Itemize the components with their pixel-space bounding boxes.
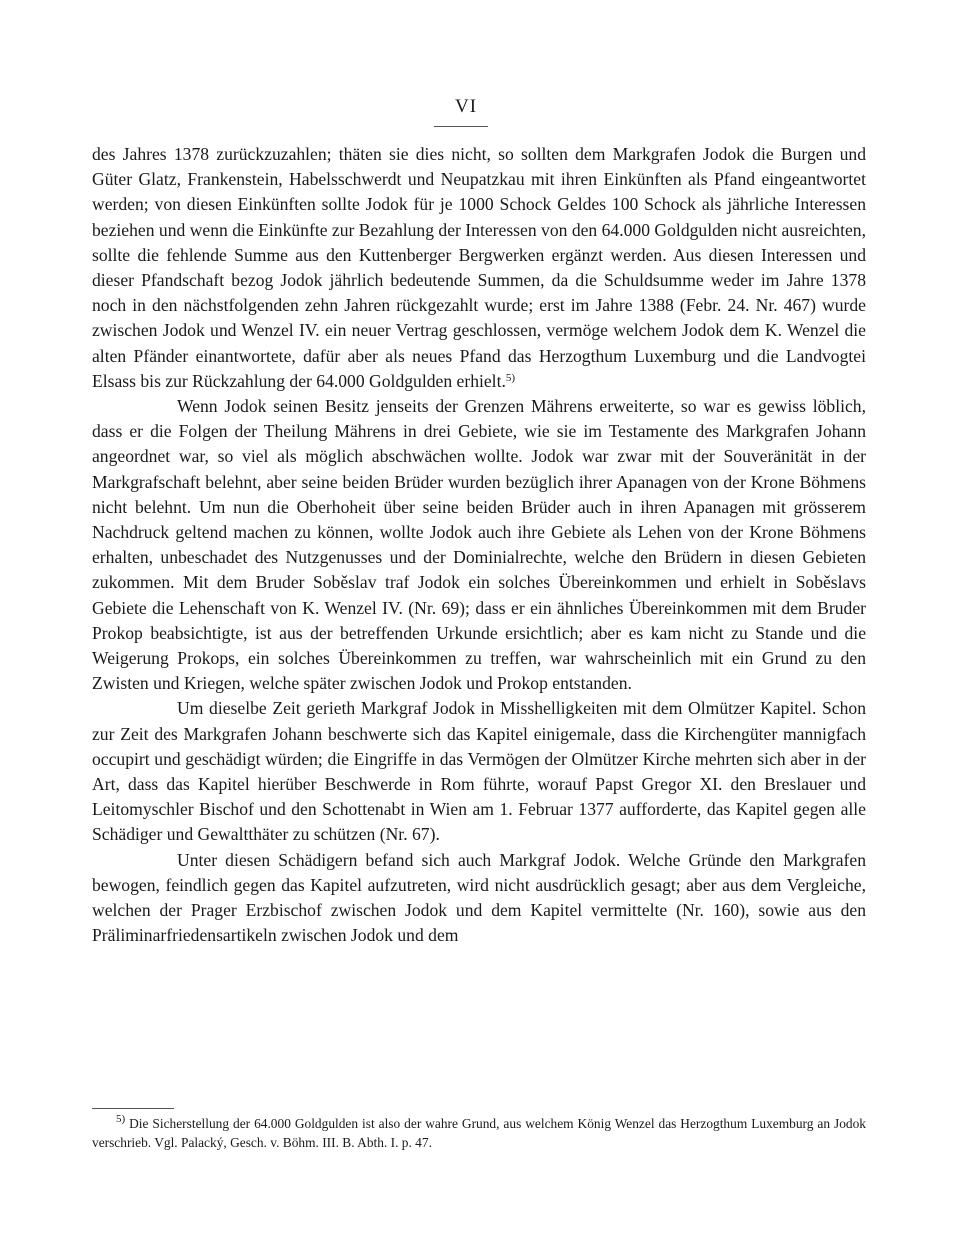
paragraph-4: Unter diesen Schädigern befand sich auch Markgraf Jodok. Welche Gründe den Markgrafen bewogen, feindlich gegen das Kapitel aufzutreten, wird nicht ausdrücklich gesagt; aber aus dem Vergleiche, welchen der Prager Erzbischof zwischen Jodok und dem Kapitel vermittelte (Nr. 160), sowie aus den Präliminarfriedensartikeln zwischen Jodok und dem <box>92 849 866 946</box>
footnote-reference: 5) <box>505 371 516 384</box>
page-number: VI <box>454 96 478 117</box>
page-number-rule <box>434 126 488 127</box>
footnote-marker: 5) <box>116 1113 126 1125</box>
paragraph-2: Wenn Jodok seinen Besitz jenseits der Grenzen Mährens erweiterte, so war es gewiss löblich, dass er die Folgen der Theilung Mährens in drei Gebiete, wie sie im Testamente des Markgrafen Johann angeordnet war, so viel als möglich abschwächen wollte. Jodok war zwar mit der Souveränität in der Markgrafschaft belehnt, aber seine beiden Brüder wurden bezüglich ihrer Apanagen von der Krone Böhmens nicht belehnt. Um nun die Oberhoheit über seine beiden Brüder auch in ihren Apanagen mit grösserem Nachdruck geltend machen zu können, wollte Jodok auch ihre Gebiete als Lehen von der Krone Böhmens erhalten, unbeschadet des Nutzgenusses und der Dominialrechte, welche den Brüdern in diesen Gebieten zukommen. Mit dem Bruder Soběslav traf Jodok ein solches Übereinkommen und erhielt in Soběslavs Gebiete die Lehenschaft von K. Wenzel IV. (Nr. 69); dass er ein ähnliches Übereinkommen mit dem Bruder Prokop beabsichtigte, ist aus der betreffenden Urkunde ersichtlich; aber es kam nicht zu Stande und die Weigerung Prokops, ein solches Übereinkommen zu treffen, war wahrscheinlich mit ein Grund zu den Zwisten und Kriegen, welche später zwischen Jodok und Prokop entstanden. <box>92 396 866 694</box>
paragraph-3: Um dieselbe Zeit gerieth Markgraf Jodok in Misshelligkeiten mit dem Olmützer Kapitel. Schon zur Zeit des Markgrafen Johann beschwerte sich das Kapitel einigemale, dass die Kirchengüter mannigfach occupirt und geschädigt würden; die Eingriffe in das Vermögen der Olmützer Kirche mehrten sich aber in der Art, dass das Kapitel hierüber Beschwerde in Rom führte, worauf Papst Gregor XI. den Breslauer und Leitomyschler Bischof und den Schottenabt in Wien am 1. Februar 1377 aufforderte, das Kapitel gegen alle Schädiger und Gewaltthäter zu schützen (Nr. 67). <box>92 698 866 845</box>
footnote <box>92 1114 866 1152</box>
paragraph-1 <box>92 142 866 394</box>
footnotes <box>92 1114 866 1152</box>
footnote-text: Die Sicherstellung der 64.000 Goldgulden ist also der wahre Grund, aus welchem König Wenzel das Herzogthum Luxemburg an Jodok verschrieb. Vgl. Palacký, Gesch. v. Böhm. III. B. Abth. I. p. 47. <box>92 1116 866 1150</box>
footnote-rule <box>92 1108 174 1109</box>
body-text <box>92 142 866 949</box>
paragraph-1-text: des Jahres 1378 zurückzuzahlen; thäten sie dies nicht, so sollten dem Markgrafen Jodok die Burgen und Güter Glatz, Frankenstein, Habelsschwerdt und Neupatzkau mit ihren Einkünften als Pfand eingeantwortet werden; von diesen Einkünften sollte Jodok für je 1000 Schock Geldes 100 Schock als jährliche Interessen beziehen und wenn die Einkünfte zur Bezahlung der Interessen von den 64.000 Goldgulden nicht ausreichten, sollte die fehlende Summe aus den Kuttenberger Bergwerken ergänzt werden. Aus diesen Interessen und dieser Pfandschaft bezog Jodok jährlich bedeutende Summen, da die Schuldsumme weder im Jahre 1378 noch in den nächstfolgenden zehn Jahren rückgezahlt wurde; erst im Jahre 1388 (Febr. 24. Nr. 467) wurde zwischen Jodok und Wenzel IV. ein neuer Vertrag geschlossen, vermöge welchem Jodok dem K. Wenzel die alten Pfänder einantwortete, dafür aber als neues Pfand das Herzogthum Luxemburg und die Landvogtei Elsass bis zur Rückzahlung der 64.000 Goldgulden erhielt. <box>92 144 866 391</box>
